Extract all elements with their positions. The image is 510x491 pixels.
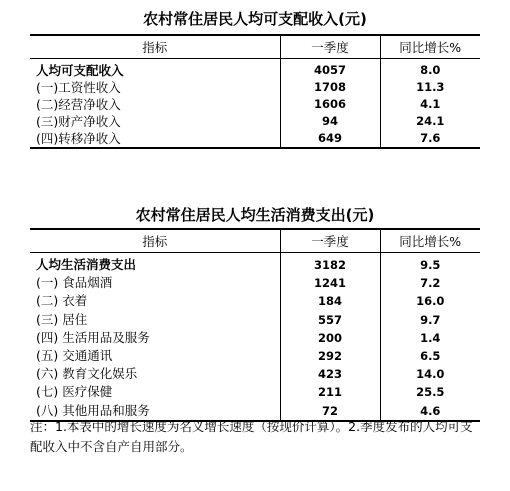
row-label: (三) 居住 <box>36 311 88 327</box>
row-growth: 4.6 <box>380 402 480 421</box>
income-table <box>30 34 480 149</box>
row-label: (三)财产净收入 <box>36 114 121 129</box>
table-row <box>30 59 480 80</box>
consumption-table <box>30 228 480 422</box>
header-yoy-growth: 同比增长% <box>380 229 480 253</box>
table-row <box>30 329 480 347</box>
row-value: 423 <box>280 365 380 383</box>
table-row <box>30 311 480 329</box>
table-row <box>30 292 480 310</box>
row-growth: 9.5 <box>380 253 480 275</box>
row-label: (四) 生活用品及服务 <box>36 329 150 345</box>
row-growth: 7.6 <box>380 130 480 148</box>
table-row <box>30 383 480 401</box>
row-value: 1241 <box>280 274 380 292</box>
row-value: 292 <box>280 347 380 365</box>
row-value: 184 <box>280 292 380 310</box>
header-q1: 一季度 <box>280 229 380 253</box>
table-row <box>30 347 480 365</box>
table-row <box>30 253 480 275</box>
row-value: 200 <box>280 329 380 347</box>
row-value: 3182 <box>280 253 380 275</box>
row-growth: 8.0 <box>380 59 480 80</box>
table-row <box>30 79 480 96</box>
row-label: (四)转移净收入 <box>30 130 280 148</box>
row-growth: 9.7 <box>380 311 480 329</box>
table-row <box>30 96 480 113</box>
row-value: 94 <box>280 113 380 130</box>
table-row <box>30 130 480 148</box>
row-growth: 6.5 <box>380 347 480 365</box>
row-label: (二)经营净收入 <box>36 97 121 112</box>
row-value: 557 <box>280 311 380 329</box>
row-label: (六) 教育文化娱乐 <box>36 366 138 382</box>
row-value: 649 <box>280 130 380 148</box>
table-row <box>30 113 480 130</box>
row-label: (一)工资性收入 <box>36 80 121 95</box>
row-label: (七) 医疗保健 <box>36 384 113 400</box>
row-growth: 25.5 <box>380 383 480 401</box>
row-label: (五) 交通通讯 <box>36 348 113 364</box>
row-growth: 7.2 <box>380 274 480 292</box>
row-value: 72 <box>280 402 380 421</box>
row-value: 1606 <box>280 96 380 113</box>
header-indicator: 指标 <box>30 229 280 253</box>
row-label: (八) 其他用品和服务 <box>30 402 280 421</box>
table-row <box>30 274 480 292</box>
row-value: 211 <box>280 383 380 401</box>
row-growth: 11.3 <box>380 79 480 96</box>
row-label: 人均可支配收入 <box>36 63 124 78</box>
table-header-row <box>30 35 480 59</box>
table1-title: 农村常住居民人均可支配收入(元) <box>143 10 367 28</box>
table-row <box>30 365 480 383</box>
row-value: 4057 <box>280 59 380 80</box>
row-growth: 24.1 <box>380 113 480 130</box>
header-q1: 一季度 <box>280 35 380 59</box>
row-growth: 16.0 <box>380 292 480 310</box>
row-growth: 1.4 <box>380 329 480 347</box>
header-yoy-growth: 同比增长% <box>380 35 480 59</box>
row-growth: 4.1 <box>380 96 480 113</box>
footnote: 注：1.本表中的增长速度为名义增长速度（按现价计算）。2.季度发布的人均可支配收入中不含自产自用部分。 <box>30 419 473 454</box>
row-value: 1708 <box>280 79 380 96</box>
row-label: 人均生活消费支出 <box>36 257 137 272</box>
table-header-row <box>30 229 480 253</box>
row-growth: 14.0 <box>380 365 480 383</box>
header-indicator: 指标 <box>30 35 280 59</box>
table2-title: 农村常住居民人均生活消费支出(元) <box>135 206 375 224</box>
row-label: (一) 食品烟酒 <box>36 275 113 291</box>
row-label: (二) 衣着 <box>36 293 88 309</box>
